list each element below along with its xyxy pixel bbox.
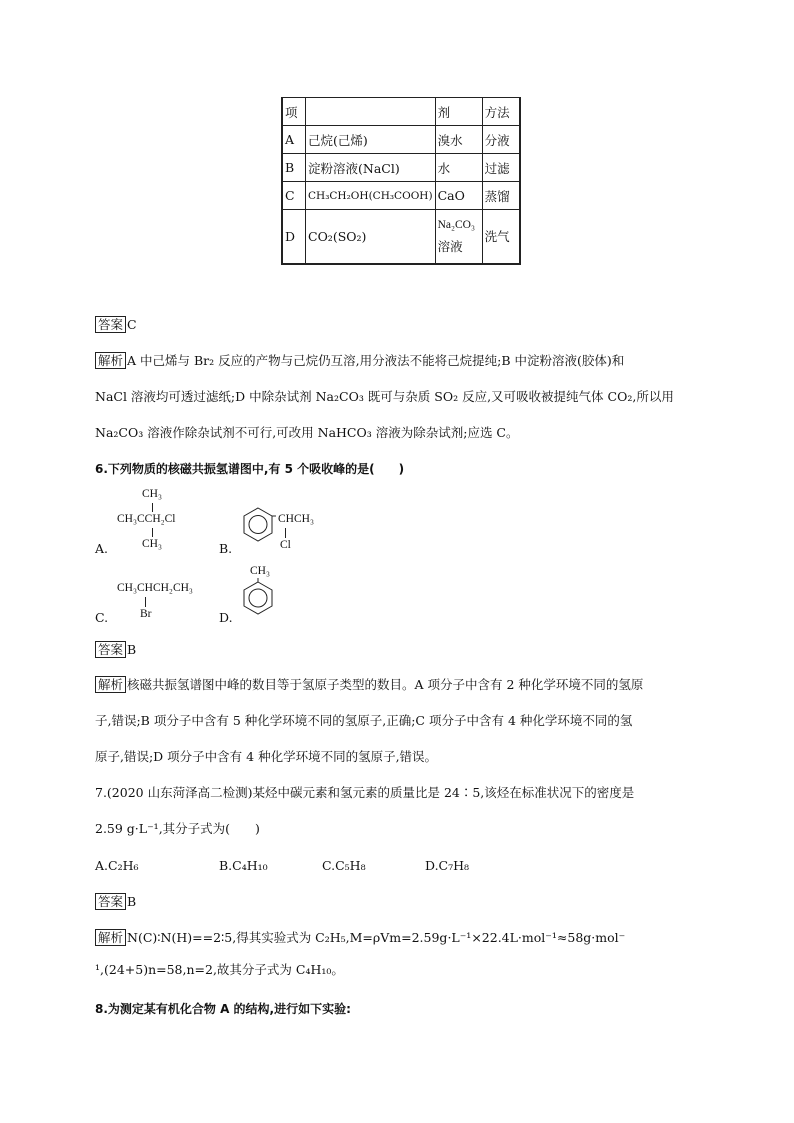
- row-method: 过滤: [482, 154, 520, 182]
- analysis-tag: 解析: [95, 676, 126, 693]
- row-method: 洗气: [482, 210, 520, 264]
- analysis-tag: 解析: [95, 929, 126, 946]
- q5-analysis-line-3: Na₂CO₃ 溶液作除杂试剂不可行,可改用 NaHCO₃ 溶液为除杂试剂;应选 C。: [95, 425, 519, 440]
- row-item: D: [282, 210, 306, 264]
- answer-value: B: [127, 642, 137, 657]
- analysis-text: 核磁共振氢谱图中峰的数目等于氢原子类型的数目。A 项分子中含有 2 种化学环境不同的氢原: [127, 677, 644, 692]
- option-c-bottom-group: Br: [140, 608, 152, 620]
- header-item: 项: [282, 98, 306, 126]
- header-method: 方法: [482, 98, 520, 126]
- bond-line: [145, 597, 146, 607]
- bond-line: [152, 503, 153, 512]
- q7-analysis-line-2: ¹,(24+5)n=58,n=2,故其分子式为 C₄H₁₀。: [95, 962, 344, 977]
- table-row: [282, 126, 520, 154]
- row-method: 分液: [482, 126, 520, 154]
- row-reagent: CaO: [435, 182, 482, 210]
- q7-option-c: C.C₅H₈: [322, 858, 366, 873]
- q7-stem-line-2: 2.59 g·L⁻¹,其分子式为( ): [95, 821, 260, 836]
- q6-answer-line: [95, 641, 136, 659]
- header-reagent: 剂: [435, 98, 482, 126]
- table-row: [282, 210, 520, 264]
- q6-option-a-label: A.: [95, 541, 109, 556]
- row-mixture: 己烷(己烯): [306, 126, 436, 154]
- row-reagent: 水: [435, 154, 482, 182]
- q6-option-b-label: B.: [219, 541, 233, 556]
- option-a-bottom-group: CH₃: [142, 538, 162, 550]
- analysis-text: A 中己烯与 Br₂ 反应的产物与己烷仍互溶,用分液法不能将己烷提纯;B 中淀粉溶液(胶体)和: [127, 353, 625, 368]
- q6-option-d-label: D.: [219, 610, 233, 625]
- analysis-text: N(C)∶N(H)==2∶5,得其实验式为 C₂H₅,M=ρVm=2.59g·L⁻¹×22.4L·mol⁻¹≈58g·mol⁻: [127, 930, 626, 945]
- q6-analysis-line-2: 子,错误;B 项分子中含有 5 种化学环境不同的氢原子,正确;C 项分子中含有 4 种化学环境不同的氢: [95, 713, 633, 728]
- answer-value: C: [127, 317, 137, 332]
- q7-analysis-line-1: [95, 929, 625, 947]
- q5-analysis-line-2: NaCl 溶液均可透过滤纸;D 中除杂试剂 Na₂CO₃ 既可与杂质 SO₂ 反应,又可吸收被提纯气体 CO₂,所以用: [95, 389, 674, 404]
- q6-analysis-line-1: [95, 676, 643, 694]
- option-a-top-group: CH₃: [142, 488, 162, 500]
- q6-option-c-label: C.: [95, 610, 109, 625]
- q5-answer-line: [95, 316, 137, 334]
- reagent-word: 溶液: [437, 239, 463, 255]
- q6-analysis-line-3: 原子,错误;D 项分子中含有 4 种化学环境不同的氢原子,错误。: [95, 749, 438, 764]
- row-mixture: CH₃CH₂OH(CH₃COOH): [306, 182, 436, 210]
- header-mixture: [306, 98, 436, 126]
- q7-option-b: B.C₄H₁₀: [219, 858, 268, 873]
- analysis-tag: 解析: [95, 352, 126, 369]
- table-header-row: [282, 98, 520, 126]
- row-method: 蒸馏: [482, 182, 520, 210]
- row-item: A: [282, 126, 306, 154]
- bond-line: [285, 528, 286, 538]
- bond-line: [152, 528, 153, 537]
- reagent-formula: Na₂CO₃: [437, 219, 475, 232]
- option-a-main-chain: CH₃CCH₂Cl: [117, 513, 176, 525]
- option-c-main-chain: CH₃CHCH₂CH₃: [117, 582, 193, 594]
- answer-tag: 答案: [95, 893, 126, 910]
- benzene-ring-icon: [240, 505, 276, 545]
- q7-answer-line: [95, 893, 136, 911]
- table-row: [282, 182, 520, 210]
- row-reagent: [435, 210, 482, 264]
- q7-option-d: D.C₇H₈: [425, 858, 470, 873]
- table-row: [282, 154, 520, 182]
- answer-tag: 答案: [95, 316, 126, 333]
- options-table: [281, 97, 521, 265]
- q7-option-a: A.C₂H₆: [95, 858, 139, 873]
- row-item: C: [282, 182, 306, 210]
- q7-stem-line-1: 7.(2020 山东菏泽高二检测)某烃中碳元素和氢元素的质量比是 24∶5,该烃在标准状况下的密度是: [95, 785, 635, 800]
- row-reagent: 溴水: [435, 126, 482, 154]
- answer-tag: 答案: [95, 641, 126, 658]
- option-b-bottom-group: Cl: [280, 539, 291, 551]
- option-b-side-chain: CHCH₃: [278, 513, 314, 525]
- q5-analysis-line-1: [95, 352, 624, 370]
- option-d-top-group: CH₃: [250, 565, 270, 577]
- q6-stem: 6.下列物质的核磁共振氢谱图中,有 5 个吸收峰的是( ): [95, 462, 405, 476]
- row-mixture: 淀粉溶液(NaCl): [306, 154, 436, 182]
- q8-stem: 8.为测定某有机化合物 A 的结构,进行如下实验:: [95, 1002, 351, 1016]
- row-item: B: [282, 154, 306, 182]
- row-mixture: CO₂(SO₂): [306, 210, 436, 264]
- benzene-ring-icon: [240, 578, 276, 618]
- answer-value: B: [127, 894, 137, 909]
